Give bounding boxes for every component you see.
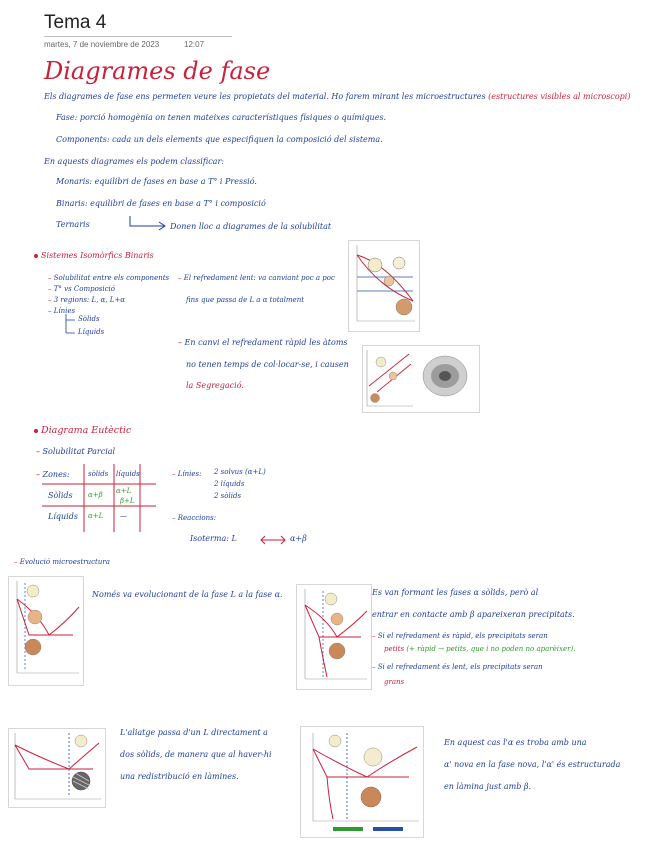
small-precipitates: petits xyxy=(384,645,405,653)
cell-alpha-l: α+L xyxy=(116,487,132,495)
note-date: martes, 7 de noviembre de 2023 xyxy=(44,40,160,49)
ternaris-term: Ternaris xyxy=(56,220,90,229)
linies-item-3: 2 sòlids xyxy=(214,492,242,500)
reaccions-label: – Reaccions: xyxy=(172,514,217,522)
binaris-term: Binaris: xyxy=(56,199,88,208)
fast-cooling-text-1: – En canvi el refredament ràpid les àtoms xyxy=(178,338,348,347)
fase-definition xyxy=(56,113,386,122)
monaris-line xyxy=(56,177,257,186)
intro-red-text: (estructures visibles al microscopi) xyxy=(488,92,631,101)
small-precipitates-note: (+ ràpid → petits, que i no poden no aparèixer). xyxy=(406,645,576,653)
components-def: cada un dels elements que especifiquen la composició del sistema. xyxy=(112,135,383,144)
cell-beta-l: β+L xyxy=(120,497,135,505)
isomorf-item-4: – Línies xyxy=(48,307,76,315)
eutectic-title xyxy=(34,425,131,436)
components-term: Components: xyxy=(56,135,110,144)
zones-row-solids: Sòlids xyxy=(48,491,73,500)
cell-alpha-beta: α+β xyxy=(88,491,103,499)
slow-cooling-text-1: – El refredament lent: va canviant poc a poc xyxy=(178,274,335,282)
segregation-figure xyxy=(362,345,480,413)
eutectic-diagram-3 xyxy=(8,728,106,808)
evolucio-title: – Evolució microestructura xyxy=(14,558,110,566)
monaris-term: Monaris: xyxy=(56,177,93,186)
bullet-icon xyxy=(34,254,38,258)
isomorf-branch-icon xyxy=(64,314,78,338)
evolucio-text-4b: α' nova en la fase nova, l'α' és estructurada xyxy=(444,760,621,769)
note-time: 12:07 xyxy=(184,40,205,49)
large-precipitates: grans xyxy=(384,678,405,686)
eutectic-diagram-1 xyxy=(8,576,84,686)
isomorf-title xyxy=(34,251,154,260)
eutectic-diagram-4 xyxy=(300,726,424,838)
eutectic-item-1: – Solubilitat Parcial xyxy=(36,447,116,456)
evolucio-text-2a: Es van formant les fases α sòlids, però al xyxy=(372,588,539,597)
zones-row-liquids: Líquids xyxy=(48,512,78,521)
zones-label: – Zones: xyxy=(36,470,70,479)
isomorf-item-2: – T° vs Composició xyxy=(48,285,116,293)
evolucio-text-4c: en làmina just amb β. xyxy=(444,782,532,791)
isomorf-title-text: Sistemes Isomòrfics Binaris xyxy=(41,251,154,260)
binaris-line xyxy=(56,199,266,208)
isoterma-line xyxy=(190,534,237,543)
reversible-arrow-icon xyxy=(258,534,288,546)
linies-item-2: 2 líquids xyxy=(214,480,245,488)
zones-header-liquids: líquids xyxy=(116,470,140,478)
components-definition xyxy=(56,135,383,144)
isomorphous-diagram-figure xyxy=(348,240,420,332)
intro-blue-text: Els diagrames de fase ens permeten veure les propietats del material. Ho farem mirant les microestructures xyxy=(44,92,486,101)
ternaris-result: Donen lloc a diagrames de la solubilitat xyxy=(170,222,332,231)
evolucio-text-2b: entrar en contacte amb β apareixeran precipitats. xyxy=(372,610,575,619)
isoterma-label: Isoterma: xyxy=(190,534,229,543)
isomorf-item-3: – 3 regions: L, α, L+α xyxy=(48,296,126,304)
isoterma-right: α+β xyxy=(290,534,307,543)
fase-def: porció homogènia on tenen mateixes característiques físiques o químiques. xyxy=(79,113,387,122)
isomorf-sub-liquids: Líquids xyxy=(78,328,105,336)
note-heading: Diagrames de fase xyxy=(44,57,271,85)
cell-alpha-l-2: α+L xyxy=(88,512,104,520)
ternaris-arrow-icon xyxy=(128,212,170,234)
isoterma-left: L xyxy=(231,534,237,543)
classify-line: En aquests diagrames els podem classificar: xyxy=(44,157,224,166)
binaris-def: equilibri de fases en base a T° i composició xyxy=(90,199,266,208)
eutectic-title-text: Diagrama Eutèctic xyxy=(41,425,132,436)
evolucio-text-3c: una redistribució en làmines. xyxy=(120,772,239,781)
segregation-text: la Segregació. xyxy=(186,381,244,390)
cell-dash: — xyxy=(120,512,127,520)
fast-cooling-text-2: no tenen temps de col·locar-se, i causen xyxy=(186,360,349,369)
evolucio-text-1: Només va evolucionant de la fase L a la fase α. xyxy=(92,590,283,599)
linies-label: – Línies: xyxy=(172,470,202,478)
linies-item-1: 2 solvus (α+L) xyxy=(214,468,266,476)
evolucio-text-4a: En aquest cas l'α es troba amb una xyxy=(444,738,587,747)
eutectic-diagram-2 xyxy=(296,584,372,690)
evolucio-text-2e: – Si el refredament és lent, els precipitats seran xyxy=(372,663,543,671)
evolucio-text-3b: dos sòlids, de manera que al haver-hi xyxy=(120,750,272,759)
isomorf-sub-solids: Sòlids xyxy=(78,315,100,323)
fase-term: Fase: xyxy=(56,113,78,122)
page-title: Tema 4 xyxy=(44,12,107,33)
evolucio-text-2c: – Si el refredament és ràpid, els precipitats seran xyxy=(372,632,548,640)
intro-line xyxy=(44,92,630,101)
monaris-def: equilibri de fases en base a T° i Pressió. xyxy=(94,177,257,186)
bullet-icon xyxy=(34,429,38,433)
zones-header-solids: sòlids xyxy=(88,470,109,478)
title-divider xyxy=(44,36,232,37)
slow-cooling-text-2: fins que passa de L a α totalment xyxy=(186,296,305,304)
evolucio-text-3a: L'aliatge passa d'un L directament a xyxy=(120,728,268,737)
isomorf-item-1: – Solubilitat entre els components xyxy=(48,274,170,282)
evolucio-text-2d xyxy=(384,645,575,653)
